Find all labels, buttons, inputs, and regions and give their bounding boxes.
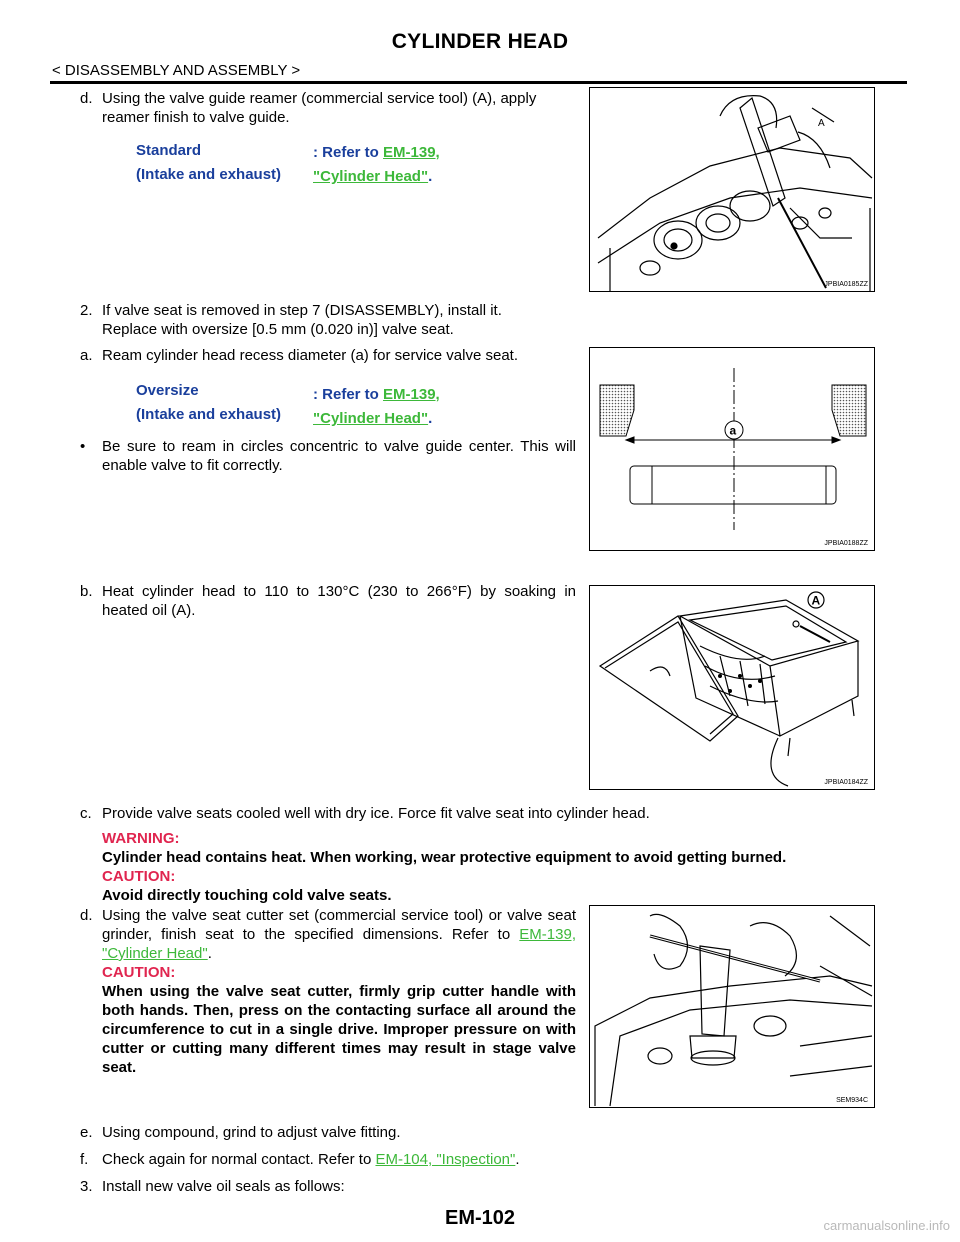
spec-standard-value: : Refer to EM-139, "Cylinder Head". <box>313 144 440 185</box>
figure-heated-oil <box>589 585 875 790</box>
step-e: e. Using compound, grind to adjust valve fitting. <box>80 1124 401 1141</box>
bullet-concentric: • Be sure to ream in circles concentric to valve guide center. This will enable valve to fit correctly. <box>80 438 576 474</box>
figure-3-callout: A <box>811 593 821 608</box>
figure-2-code: JPBIA0188ZZ <box>824 540 868 547</box>
warning-block: WARNING: Cylinder head contains heat. When working, wear protective equipment to avoid getting burned. CAUTION: Avoid directly touching cold valve seats. <box>102 830 787 904</box>
header-rule <box>50 81 907 84</box>
step-d-cutter: d. Using the valve seat cutter set (commercial service tool) or valve seat grinder, finish seat to the specified dimensions. Refer to EM-139, "Cylinder Head". CAUTION: When using the valve seat cutter, firmly grip cutter handle with both hands. Then, press on the contacting surface all around the circumference to cut in a single drive. Improper pressure on with cutter or cutting many different times may result in stage valve seat. <box>80 907 576 1076</box>
spec-standard-link-2[interactable]: "Cylinder Head" <box>313 168 429 185</box>
step-f: f. Check again for normal contact. Refer to EM-104, "Inspection". <box>80 1151 520 1168</box>
figure-1-callout: A <box>818 118 825 129</box>
watermark: carmanualsonline.info <box>823 1218 950 1233</box>
step-c: c. Provide valve seats cooled well with dry ice. Force fit valve seat into cylinder head. <box>80 805 650 822</box>
step-b: b. Heat cylinder head to 110 to 130°C (230 to 266°F) by soaking in heated oil (A). <box>80 583 576 619</box>
page-title: CYLINDER HEAD <box>391 30 569 53</box>
step-2: 2. If valve seat is removed in step 7 (DISASSEMBLY), install it. Replace with oversize [0.5 mm (0.020 in)] valve seat. <box>80 302 502 338</box>
spec-standard-label: Standard (Intake and exhaust) <box>136 142 282 183</box>
spec-standard-link[interactable]: EM-139, <box>383 144 440 161</box>
figure-recess-diameter <box>589 347 875 551</box>
step-3: 3. Install new valve oil seals as follows: <box>80 1178 345 1195</box>
spec-oversize-link[interactable]: EM-139, <box>383 386 440 403</box>
figure-1-code: JPBIA0185ZZ <box>824 281 868 288</box>
recess-illustration <box>590 348 875 551</box>
seat-cutter-illustration <box>590 906 875 1108</box>
oil-bath-illustration <box>590 586 875 790</box>
spec-oversize-link-2[interactable]: "Cylinder Head" <box>313 410 429 427</box>
figure-seat-cutter <box>589 905 875 1108</box>
breadcrumb: < DISASSEMBLY AND ASSEMBLY > <box>52 62 301 79</box>
figure-4-code: SEM934C <box>836 1097 868 1104</box>
step-a: a. Ream cylinder head recess diameter (a) for service valve seat. <box>80 347 519 364</box>
figure-3-code: JPBIA0184ZZ <box>824 779 868 786</box>
step-d-reamer: d. Using the valve guide reamer (commercial service tool) (A), apply reamer finish to valve guide. <box>80 90 537 126</box>
inspection-link[interactable]: EM-104, "Inspection" <box>375 1151 516 1168</box>
spec-oversize-value: : Refer to EM-139, "Cylinder Head". <box>313 386 440 427</box>
figure-2-callout: a <box>729 423 737 438</box>
page-number: EM-102 <box>444 1207 516 1229</box>
figure-valve-guide-reamer <box>589 87 875 292</box>
cutter-spec-link[interactable]: EM-139, "Cylinder Head" <box>102 926 576 962</box>
reamer-illustration <box>590 88 875 292</box>
spec-oversize-label: Oversize (Intake and exhaust) <box>136 382 282 423</box>
